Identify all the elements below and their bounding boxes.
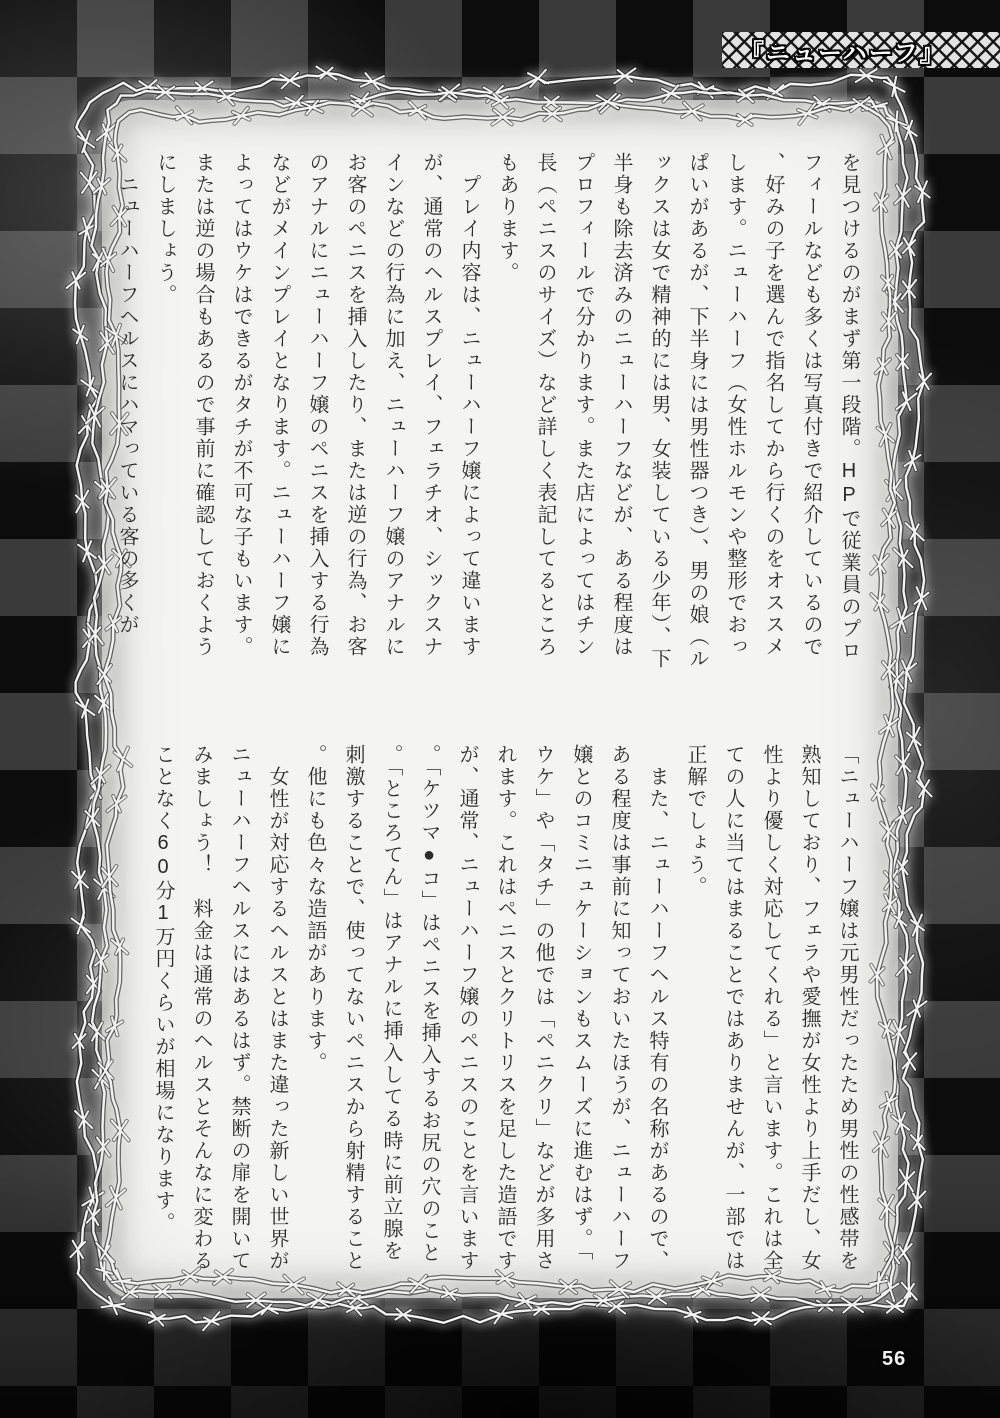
page-number: 56 xyxy=(882,1348,907,1370)
article-bottom-section xyxy=(114,744,866,1278)
paragraph: また、ニューハーフヘルス特有の名称があるので、ある程度は事前に知っておいたほうが、ニューハーフ嬢とのコミニュケーションもスムーズに進むはず。「ウケ」や「タチ」の他では「ペニクリ」などが多用されます。これはペニスとクリトリスを足した造語ですが、通常、ニューハーフ嬢のペニスのことを言います。「ケツマ●コ」はペニスを挿入するお尻の穴のこと。「ところてん」はアナルに挿入してる時に前立腺を刺激することで、使ってないペニスから射精すること。他にも色々な造語があります。 xyxy=(304,744,668,1272)
paragraph: を見つけるのがまず第一段階。HPで従業員のプロフィールなども多くは写真付きで紹介しているので、好みの子を選んで指名してから行くのをオススメします。ニューハーフ（女性ホルモンや整形でおっぱいがあるが、下半身には男性器つき）、男の娘（ルックスは女で精神的には男、女装している少年）、下半身も除去済みのニューハーフなどが、ある程度はプロフィールで分かります。また店によってはチン長（ペニスのサイズ）など詳しく表記してるところもあります。 xyxy=(496,152,860,670)
paragraph: ニューハーフヘルスにハマっている客の多くが xyxy=(116,152,138,636)
paragraph: 「ニューハーフ嬢は元男性だったため男性の性感帯を熟知しており、フェラや愛撫が女性より上手だし、女性より優しく対応してくれる」と言います。これは全ての人に当てはまることではありませんが、一部では正解でしょう。 xyxy=(684,744,858,1272)
paragraph: プレイ内容は、ニューハーフ嬢によって違いますが、通常のヘルスプレイ、フェラチオ、シックスナインなどの行為に加え、ニューハーフ嬢のアナルにお客のペニスを挿入したり、または逆の行為、お客のアナルにニューハーフ嬢のペニスを挿入する行為などがメインプレイとなります。ニューハーフ嬢によってはウケはできるがタチが不可な子もいます。または逆の場合もあるので事前に確認しておくようにしましょう。 xyxy=(154,152,480,658)
paragraph: 女性が対応するヘルスとはまた違った新しい世界がニューハーフヘルスにはあるはず。禁断の扉を開いてみましょう！ 料金は通常のヘルスとそんなに変わることなく60分1万円くらいが相場になります。 xyxy=(152,744,288,1272)
header-tag xyxy=(722,32,1000,68)
article-top-section xyxy=(118,152,868,674)
header-tag-label: 『ニューハーフ』 xyxy=(740,39,946,67)
